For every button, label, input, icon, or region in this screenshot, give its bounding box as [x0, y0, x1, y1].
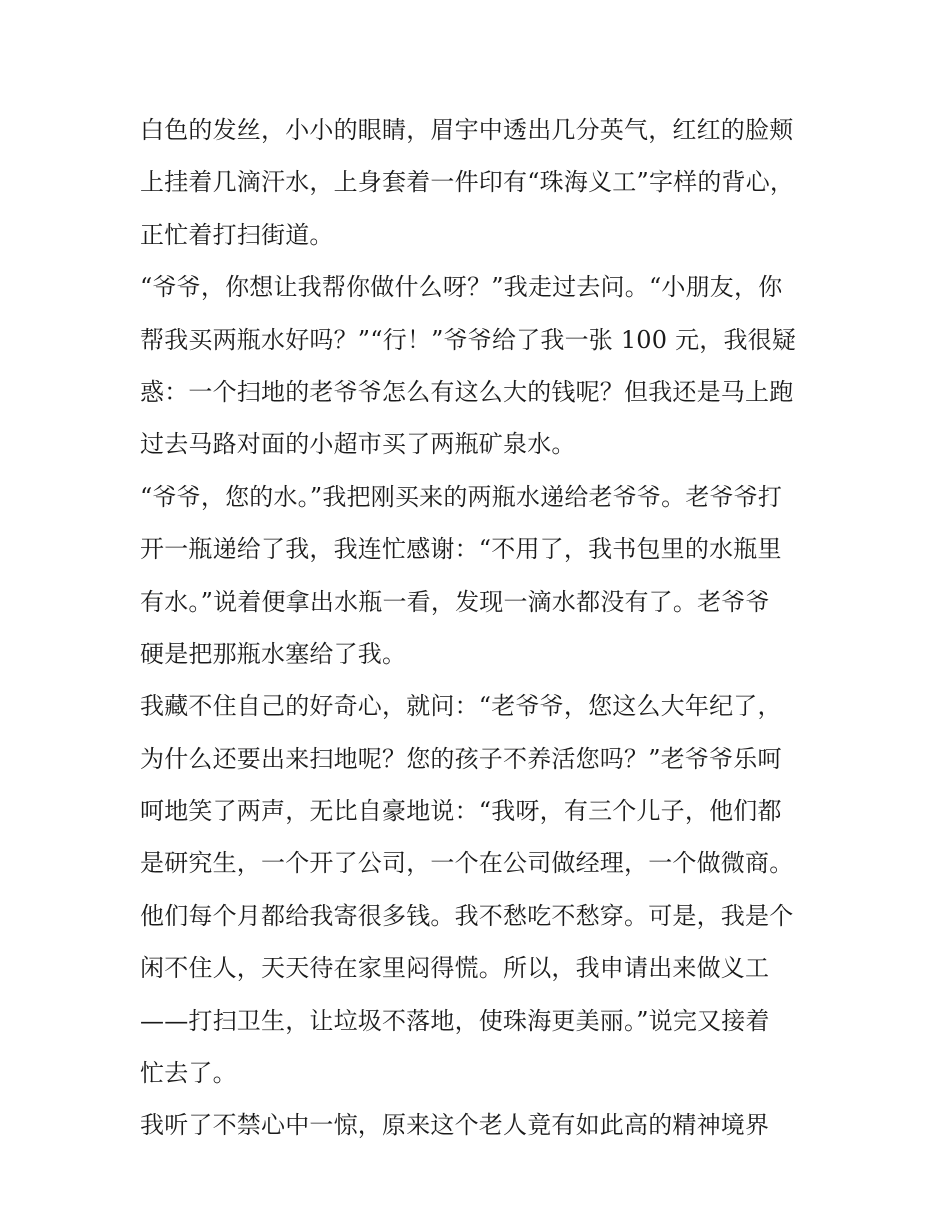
text-line: 忙去了。	[140, 1059, 237, 1088]
text-line: 开一瓶递给了我，我连忙感谢：“不用了，我书包里的水瓶里	[140, 535, 782, 564]
text-line: 正忙着打扫街道。	[140, 220, 334, 249]
text-line: “爷爷，您的水。”我把刚买来的两瓶水递给老爷爷。老爷爷打	[140, 482, 783, 511]
text-line: “爷爷，你想让我帮你做什么呀？”我走过去问。“小朋友，你	[140, 273, 783, 302]
text-line: 闲不住人，天天待在家里闷得慌。所以，我申请出来做义工	[140, 954, 770, 983]
text-line: 帮我买两瓶水好吗？”“行！”爷爷给了我一张 100 元，我很疑	[140, 325, 797, 354]
text-line: 我听了不禁心中一惊，原来这个老人竟有如此高的精神境界	[140, 1111, 770, 1140]
text-line: ——打扫卫生，让垃圾不落地，使珠海更美丽。”说完又接着	[140, 1006, 770, 1035]
text-line: 他们每个月都给我寄很多钱。我不愁吃不愁穿。可是，我是个	[140, 901, 794, 930]
text-line: 上挂着几滴汗水，上身套着一件印有“珠海义工”字样的背心，	[140, 168, 795, 197]
text-line: 过去马路对面的小超市买了两瓶矿泉水。	[140, 430, 576, 459]
text-line: 为什么还要出来扫地呢？您的孩子不养活您吗？”老爷爷乐呵	[140, 744, 782, 773]
text-line: 硬是把那瓶水塞给了我。	[140, 639, 407, 668]
essay-text	[140, 104, 820, 1152]
text-line: 白色的发丝，小小的眼睛，眉宇中透出几分英气，红红的脸颊	[140, 116, 794, 144]
text-line: 我藏不住自己的好奇心，就问：“老爷爷，您这么大年纪了，	[140, 692, 782, 721]
text-line: 惑：一个扫地的老爷爷怎么有这么大的钱呢？但我还是马上跑	[140, 377, 794, 406]
text-line: 是研究生，一个开了公司，一个在公司做经理，一个做微商。	[140, 849, 794, 878]
text-line: 有水。”说着便拿出水瓶一看，发现一滴水都没有了。老爷爷	[140, 587, 770, 616]
text-line: 呵地笑了两声，无比自豪地说：“我呀，有三个儿子，他们都	[140, 797, 782, 826]
